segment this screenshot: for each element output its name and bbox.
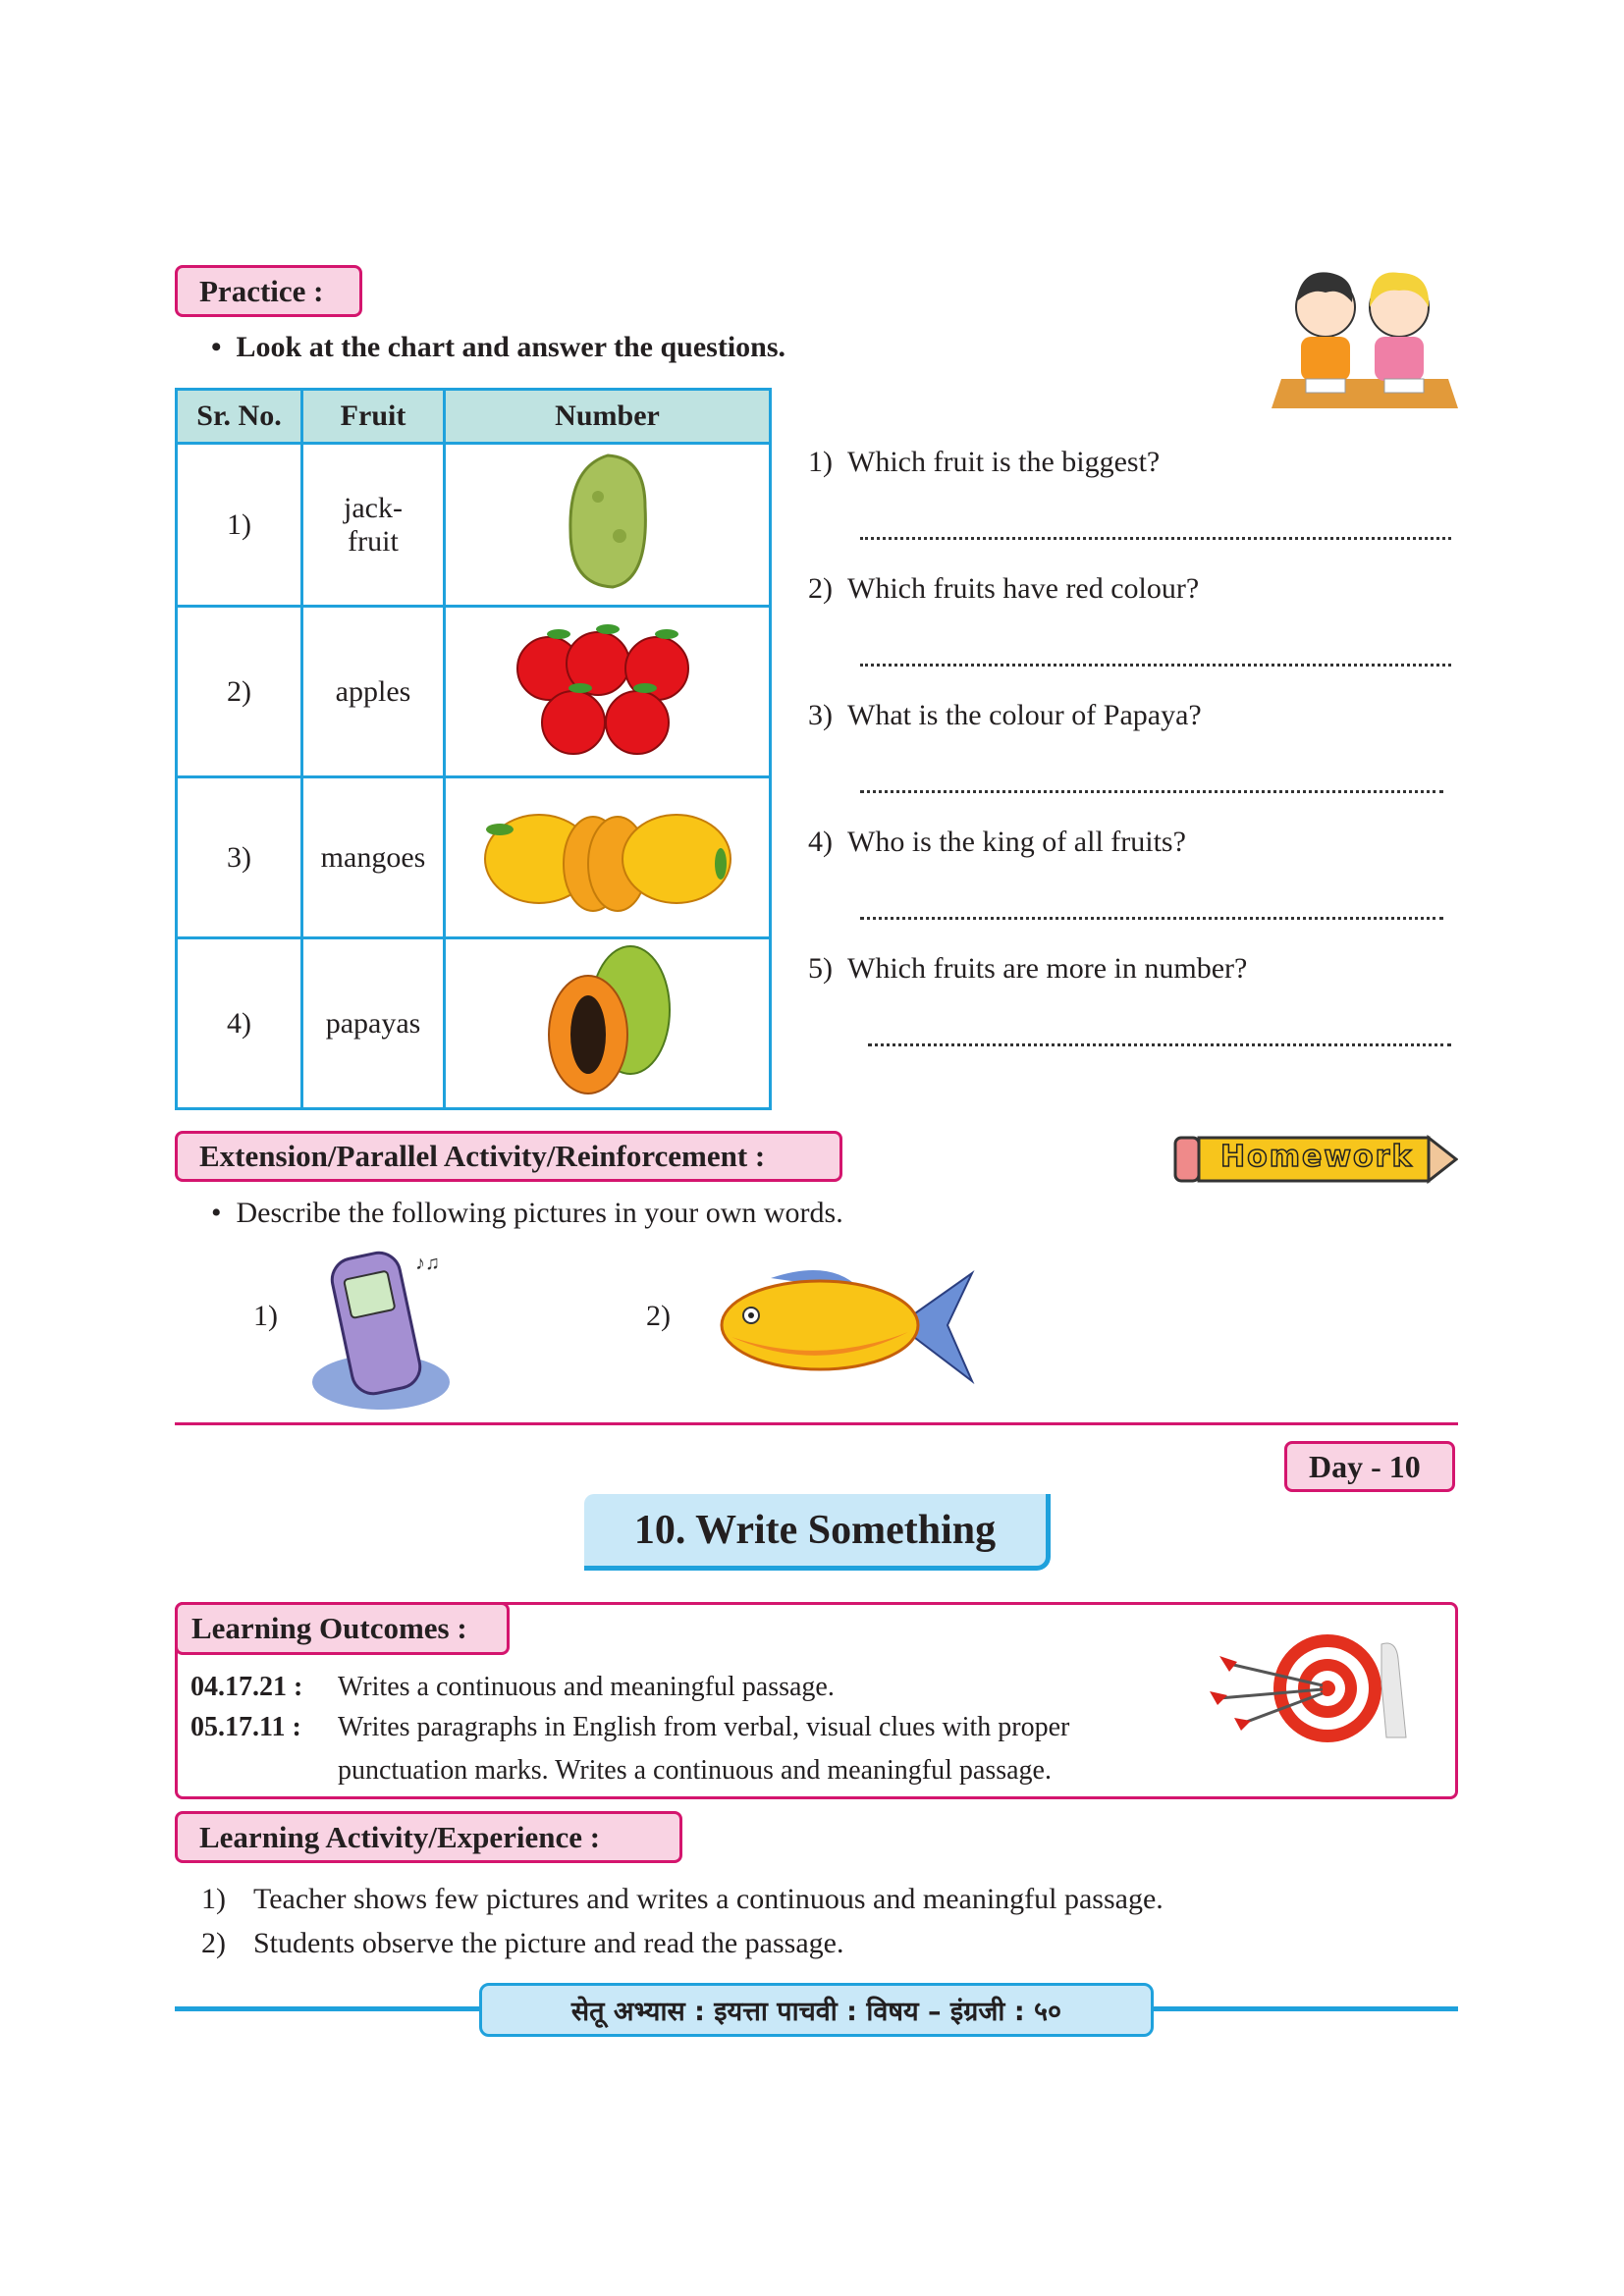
question-num: 4) bbox=[808, 826, 833, 858]
table-row bbox=[177, 938, 771, 1109]
chapter-title: 10. Write Something bbox=[584, 1494, 1051, 1571]
homework-label: Homework bbox=[1220, 1140, 1414, 1174]
question-text: Which fruit is the biggest? bbox=[847, 446, 1161, 478]
fruit-name-line1: jack- bbox=[344, 491, 403, 524]
outcome-text-continued: punctuation marks. Writes a continuous and meaningful passage. bbox=[338, 1755, 1052, 1786]
practice-instruction: • Look at the chart and answer the questions. bbox=[211, 331, 786, 363]
outcome-code: 04.17.21 : bbox=[190, 1672, 303, 1702]
fruit-cell bbox=[302, 444, 445, 607]
mobile-phone-icon bbox=[302, 1245, 469, 1414]
fruit-cell: mangoes bbox=[302, 777, 445, 938]
learning-activity-label: Learning Activity/Experience : bbox=[175, 1811, 682, 1863]
activity-text: Students observe the picture and read the passage. bbox=[253, 1927, 844, 1959]
answer-line-2[interactable] bbox=[860, 664, 1451, 667]
fish-icon bbox=[712, 1258, 977, 1392]
header-fruit: Fruit bbox=[302, 390, 445, 444]
extension-label: Extension/Parallel Activity/Reinforcement : bbox=[175, 1131, 842, 1182]
homework-pencil-badge bbox=[1173, 1134, 1458, 1185]
outcome-text: Writes paragraphs in English from verbal, visual clues with proper bbox=[338, 1712, 1070, 1742]
activity-num: 2) bbox=[201, 1927, 226, 1959]
fruit-cell: papayas bbox=[302, 938, 445, 1109]
picture-1-num: 1) bbox=[253, 1300, 278, 1332]
activity-num: 1) bbox=[201, 1883, 226, 1915]
answer-line-1[interactable] bbox=[860, 537, 1451, 540]
table-row bbox=[177, 444, 771, 607]
instruction-text: Look at the chart and answer the questions. bbox=[236, 331, 786, 363]
answer-line-4[interactable] bbox=[860, 917, 1443, 920]
fruit-cell: apples bbox=[302, 607, 445, 777]
target-icon bbox=[1210, 1625, 1445, 1752]
children-studying-icon bbox=[1272, 263, 1458, 408]
number-cell bbox=[445, 938, 771, 1109]
table-row bbox=[177, 777, 771, 938]
question-num: 2) bbox=[808, 572, 833, 605]
svg-text:♪♫: ♪♫ bbox=[415, 1253, 440, 1274]
sr-cell: 3) bbox=[177, 777, 302, 938]
question-num: 3) bbox=[808, 699, 833, 731]
question-num: 1) bbox=[808, 446, 833, 478]
question-2 bbox=[808, 572, 1199, 606]
question-text: Which fruits are more in number? bbox=[847, 952, 1248, 985]
answer-line-3[interactable] bbox=[860, 790, 1443, 793]
table-row bbox=[177, 607, 771, 777]
fruit-name-line2: fruit bbox=[348, 524, 399, 558]
apples-icon bbox=[510, 610, 706, 767]
learning-outcomes-label: Learning Outcomes : bbox=[175, 1602, 510, 1655]
number-cell bbox=[445, 444, 771, 607]
question-text: What is the colour of Papaya? bbox=[847, 699, 1202, 731]
instruction-text: Describe the following pictures in your own words. bbox=[236, 1197, 843, 1229]
answer-line-5[interactable] bbox=[868, 1043, 1451, 1046]
sr-cell: 2) bbox=[177, 607, 302, 777]
question-5 bbox=[808, 952, 1247, 986]
header-sr-no: Sr. No. bbox=[177, 390, 302, 444]
mangoes-icon bbox=[470, 790, 745, 918]
question-text: Who is the king of all fruits? bbox=[847, 826, 1186, 858]
day-badge: Day - 10 bbox=[1284, 1441, 1455, 1492]
outcome-code: 05.17.11 : bbox=[190, 1712, 301, 1742]
papayas-icon bbox=[534, 941, 681, 1098]
activity-text: Teacher shows few pictures and writes a continuous and meaningful passage. bbox=[253, 1883, 1164, 1915]
header-number: Number bbox=[445, 390, 771, 444]
question-1 bbox=[808, 446, 1160, 479]
number-cell bbox=[445, 777, 771, 938]
section-divider bbox=[175, 1422, 1458, 1425]
fruit-chart-table bbox=[175, 388, 772, 1110]
practice-label: Practice : bbox=[175, 265, 362, 317]
outcome-text: Writes a continuous and meaningful passage. bbox=[338, 1672, 835, 1702]
question-num: 5) bbox=[808, 952, 833, 985]
question-4 bbox=[808, 826, 1186, 859]
sr-cell: 1) bbox=[177, 444, 302, 607]
sr-cell: 4) bbox=[177, 938, 302, 1109]
number-cell bbox=[445, 607, 771, 777]
jackfruit-icon bbox=[559, 448, 657, 595]
picture-2-num: 2) bbox=[646, 1300, 671, 1332]
footer-page-label: सेतू अभ्यास : इयत्ता पाचवी : विषय – इंग्रजी : ५० bbox=[479, 1983, 1154, 2037]
question-3 bbox=[808, 699, 1202, 732]
question-text: Which fruits have red colour? bbox=[847, 572, 1200, 605]
extension-instruction: • Describe the following pictures in your own words. bbox=[211, 1197, 843, 1229]
